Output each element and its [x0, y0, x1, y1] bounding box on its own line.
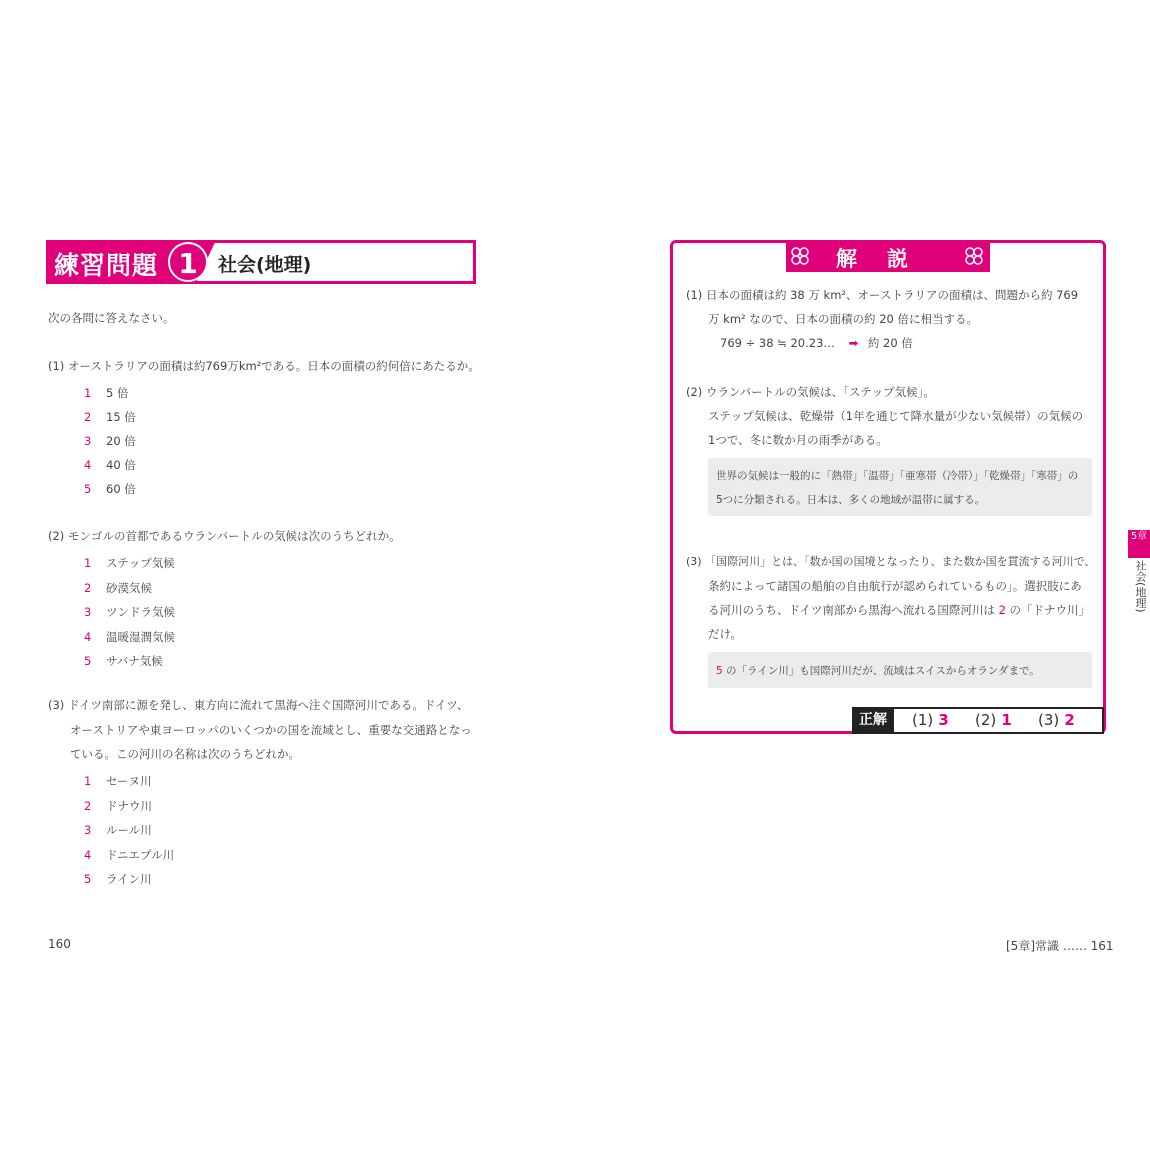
explanation-2-line-3: 1つで、冬に数か月の雨季がある。: [708, 433, 888, 447]
option-item: 5 60 倍: [84, 482, 136, 496]
arrow-icon: ➡: [848, 336, 859, 350]
answer-label: 正解: [852, 707, 894, 734]
option-item: 5 サバナ気候: [84, 654, 163, 668]
question-3-line-3: ている。この河川の名称は次のうちどれか。: [70, 747, 300, 761]
highlight-number: 5: [716, 665, 723, 677]
option-item: 2 ドナウ川: [84, 798, 152, 813]
calculation-formula: 769 ÷ 38 ≒ 20.23…: [720, 336, 835, 350]
clover-icon: [964, 246, 984, 266]
question-3-line-2: オーストリアや東ヨーロッパのいくつかの国を流域とし、重要な交通路となっ: [70, 723, 472, 737]
option-item: 3 ルール川: [84, 823, 152, 837]
option-item: 1 セーヌ川: [84, 774, 152, 788]
option-item: 2 砂漠気候: [84, 580, 152, 595]
explanation-1-line-2: 万 km² なので、日本の面積の約 20 倍に相当する。: [708, 312, 978, 326]
clover-icon: [790, 246, 810, 266]
question-3-line-1: (3) ドイツ南部に源を発し、東方向に流れて黒海へ注ぐ国際河川である。ドイツ、: [48, 698, 469, 712]
question-2: (2) モンゴルの首都であるウランバートルの気候は次のうちどれか。: [48, 529, 401, 543]
chapter-tab-subject: 社会(地理): [1134, 560, 1147, 613]
q2-options: [84, 552, 175, 675]
page-title: 練習問題: [54, 251, 159, 280]
answer-item: (1) 3: [912, 711, 949, 729]
highlight-number: 2: [998, 603, 1006, 617]
explanation-3-line-1: (3) 「国際河川」とは、「数か国の国境となったり、また数か国を貫流する河川で、: [686, 555, 1096, 568]
option-item: 1 5 倍: [84, 386, 129, 400]
question-1: (1) オーストラリアの面積は約769万km²である。日本の面積の約何倍にあたるか。: [48, 359, 480, 373]
instruction-text: 次の各問に答えなさい。: [48, 311, 175, 325]
option-item: 5 ライン川: [84, 872, 152, 886]
explanation-3-line-2: 条約によって諸国の船舶の自由航行が認められているもの」。選択肢にあ: [708, 579, 1082, 593]
exercise-number: 1: [168, 242, 208, 282]
option-item: 4 温暖湿潤気候: [84, 629, 175, 644]
q1-options: [84, 382, 136, 502]
climate-note-line-1: 世界の気候は一般的に「熱帯」「温帯」「亜寒帯（冷帯）」「乾燥帯」「寒帯」の: [716, 470, 1079, 482]
explanation-3-line-3: る河川のうち、ドイツ南部から黒海へ流れる国際河川は 2 の「ドナウ川」: [708, 603, 1091, 617]
explanation-1-line-1: (1) 日本の面積は約 38 万 km²、オーストラリアの面積は、問題から約 769: [686, 288, 1079, 302]
explanation-title: 解説: [836, 247, 938, 271]
explanation-3-line-4: だけ。: [708, 627, 743, 641]
q3-options: [84, 770, 174, 893]
calculation: [720, 335, 913, 351]
climate-note-box: [708, 458, 1092, 516]
page-number-left: 160: [48, 937, 71, 951]
option-item: 4 40 倍: [84, 458, 136, 472]
climate-note-line-2: 5つに分類される。日本は、多くの地域が温帯に属する。: [716, 494, 986, 506]
answer-item: (3) 2: [1038, 711, 1075, 729]
option-item: 2 15 倍: [84, 410, 136, 424]
calculation-result: 約 20 倍: [867, 336, 913, 350]
option-item: 3 20 倍: [84, 434, 136, 448]
option-item: 1 ステップ気候: [84, 556, 175, 570]
option-item: 3 ツンドラ気候: [84, 605, 175, 619]
rhine-note: 5 の「ライン川」も国際河川だが、流域はスイスからオランダまで。: [716, 665, 1040, 677]
chapter-tab: 5章: [1128, 530, 1150, 558]
option-item: 4 ドニエプル川: [84, 847, 175, 862]
explanation-2-line-2: ステップ気候は、乾燥帯（1年を通じて降水量が少ない気候帯）の気候の: [708, 409, 1084, 423]
answer-item: (2) 1: [975, 711, 1012, 729]
subject-title: 社会(地理): [218, 254, 312, 276]
explanation-2-line-1: (2) ウランバートルの気候は、「ステップ気候」。: [686, 385, 935, 399]
page-footer-right: [5章]常識 …… 161: [1006, 939, 1114, 953]
